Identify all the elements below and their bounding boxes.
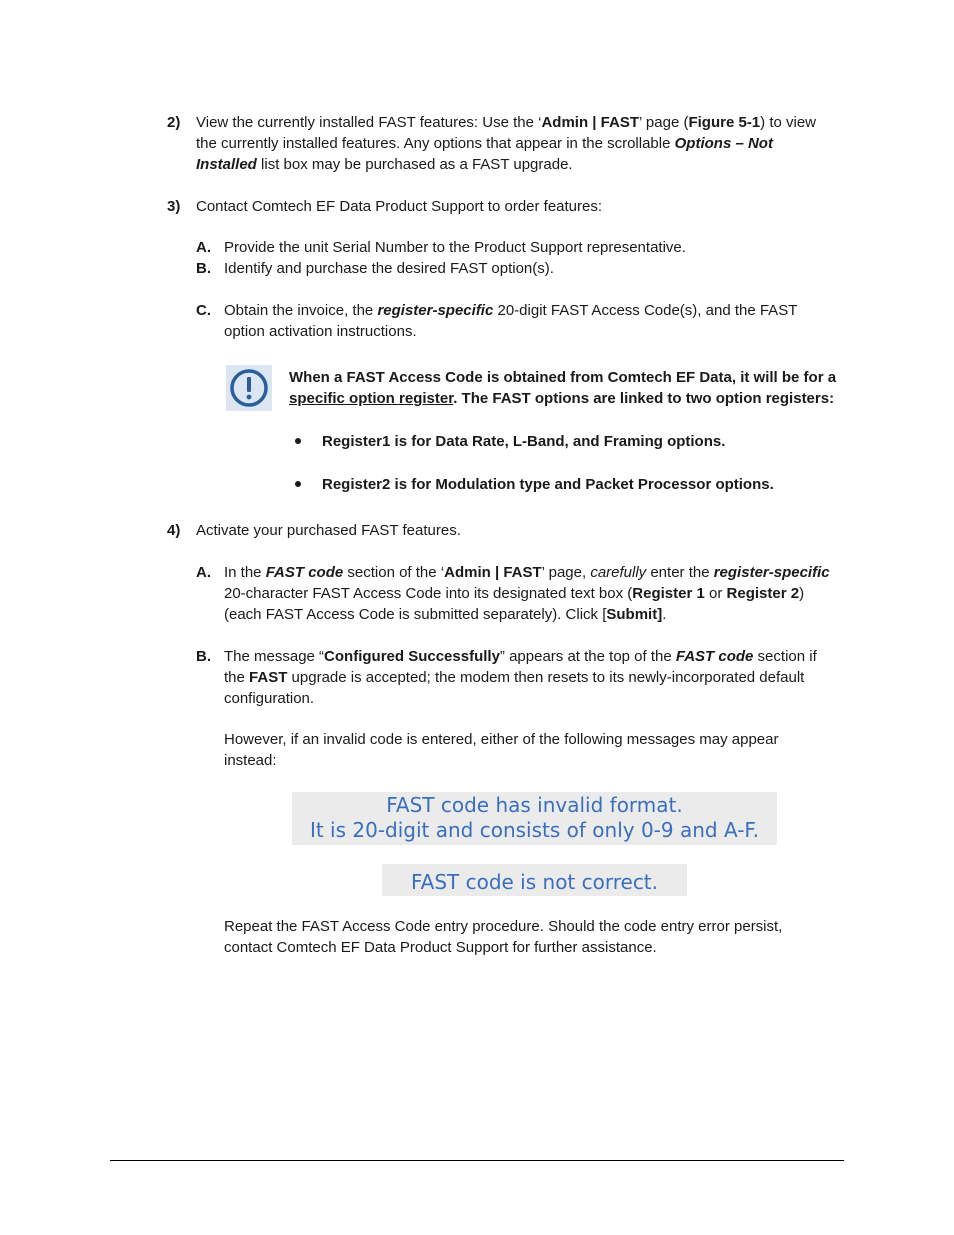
step-2-text: View the currently installed FAST features: Use the ‘Admin | FAST’ page (Figure 5-1) to view the currently installed features. Any options that appear in the scrollable Options – Not Installed list box may be purchased as a FAST upgrade. bbox=[196, 114, 817, 173]
error-message-invalid-format: FAST code has invalid format. It is 20-digit and consists of only 0-9 and A-F. bbox=[292, 792, 777, 845]
note-bullet-1: Register1 is for Data Rate, L-Band, and Framing options. bbox=[322, 433, 726, 450]
substep-3c-text: Obtain the invoice, the register-specific 20-digit FAST Access Code(s), and the FAST option activation instructions. bbox=[224, 302, 798, 340]
substep-letter: A. bbox=[196, 564, 211, 581]
step-number: 3) bbox=[167, 198, 181, 215]
bullet-icon bbox=[295, 438, 301, 444]
note-bullet-2: Register2 is for Modulation type and Packet Processor options. bbox=[322, 476, 774, 493]
substep-4a-text: In the FAST code section of the ‘Admin | FAST’ page, carefully enter the register-specific 20-character FAST Access Code into its designated text box (Register 1 or Register 2) (each FAST Access Code is submitted separately). Click [Submit]. bbox=[224, 564, 830, 623]
substep-3b-text: Identify and purchase the desired FAST option(s). bbox=[224, 260, 554, 277]
substep-letter: C. bbox=[196, 302, 211, 319]
bullet-icon bbox=[295, 481, 301, 487]
substep-letter: B. bbox=[196, 260, 211, 277]
step-number: 4) bbox=[167, 522, 181, 539]
repeat-text: Repeat the FAST Access Code entry procedure. Should the code entry error persist, contact Comtech EF Data Product Support for further assistance. bbox=[224, 918, 783, 956]
error-message-not-correct: FAST code is not correct. bbox=[382, 864, 687, 896]
substep-3a-text: Provide the unit Serial Number to the Product Support representative. bbox=[224, 239, 686, 256]
however-text: However, if an invalid code is entered, either of the following messages may appear instead: bbox=[224, 731, 779, 769]
note-text: When a FAST Access Code is obtained from Comtech EF Data, it will be for a specific option register. The FAST options are linked to two option registers: bbox=[289, 369, 837, 407]
substep-letter: A. bbox=[196, 239, 211, 256]
footer-divider bbox=[110, 1160, 844, 1161]
substep-4b-text: The message “Configured Successfully” appears at the top of the FAST code section if the FAST upgrade is accepted; the modem then resets to its newly-incorporated default configuration. bbox=[224, 648, 817, 707]
important-notice-icon bbox=[226, 365, 272, 411]
step-3-text: Contact Comtech EF Data Product Support to order features: bbox=[196, 198, 603, 215]
substep-letter: B. bbox=[196, 648, 211, 665]
step-4-text: Activate your purchased FAST features. bbox=[196, 522, 461, 539]
step-number: 2) bbox=[167, 114, 181, 131]
